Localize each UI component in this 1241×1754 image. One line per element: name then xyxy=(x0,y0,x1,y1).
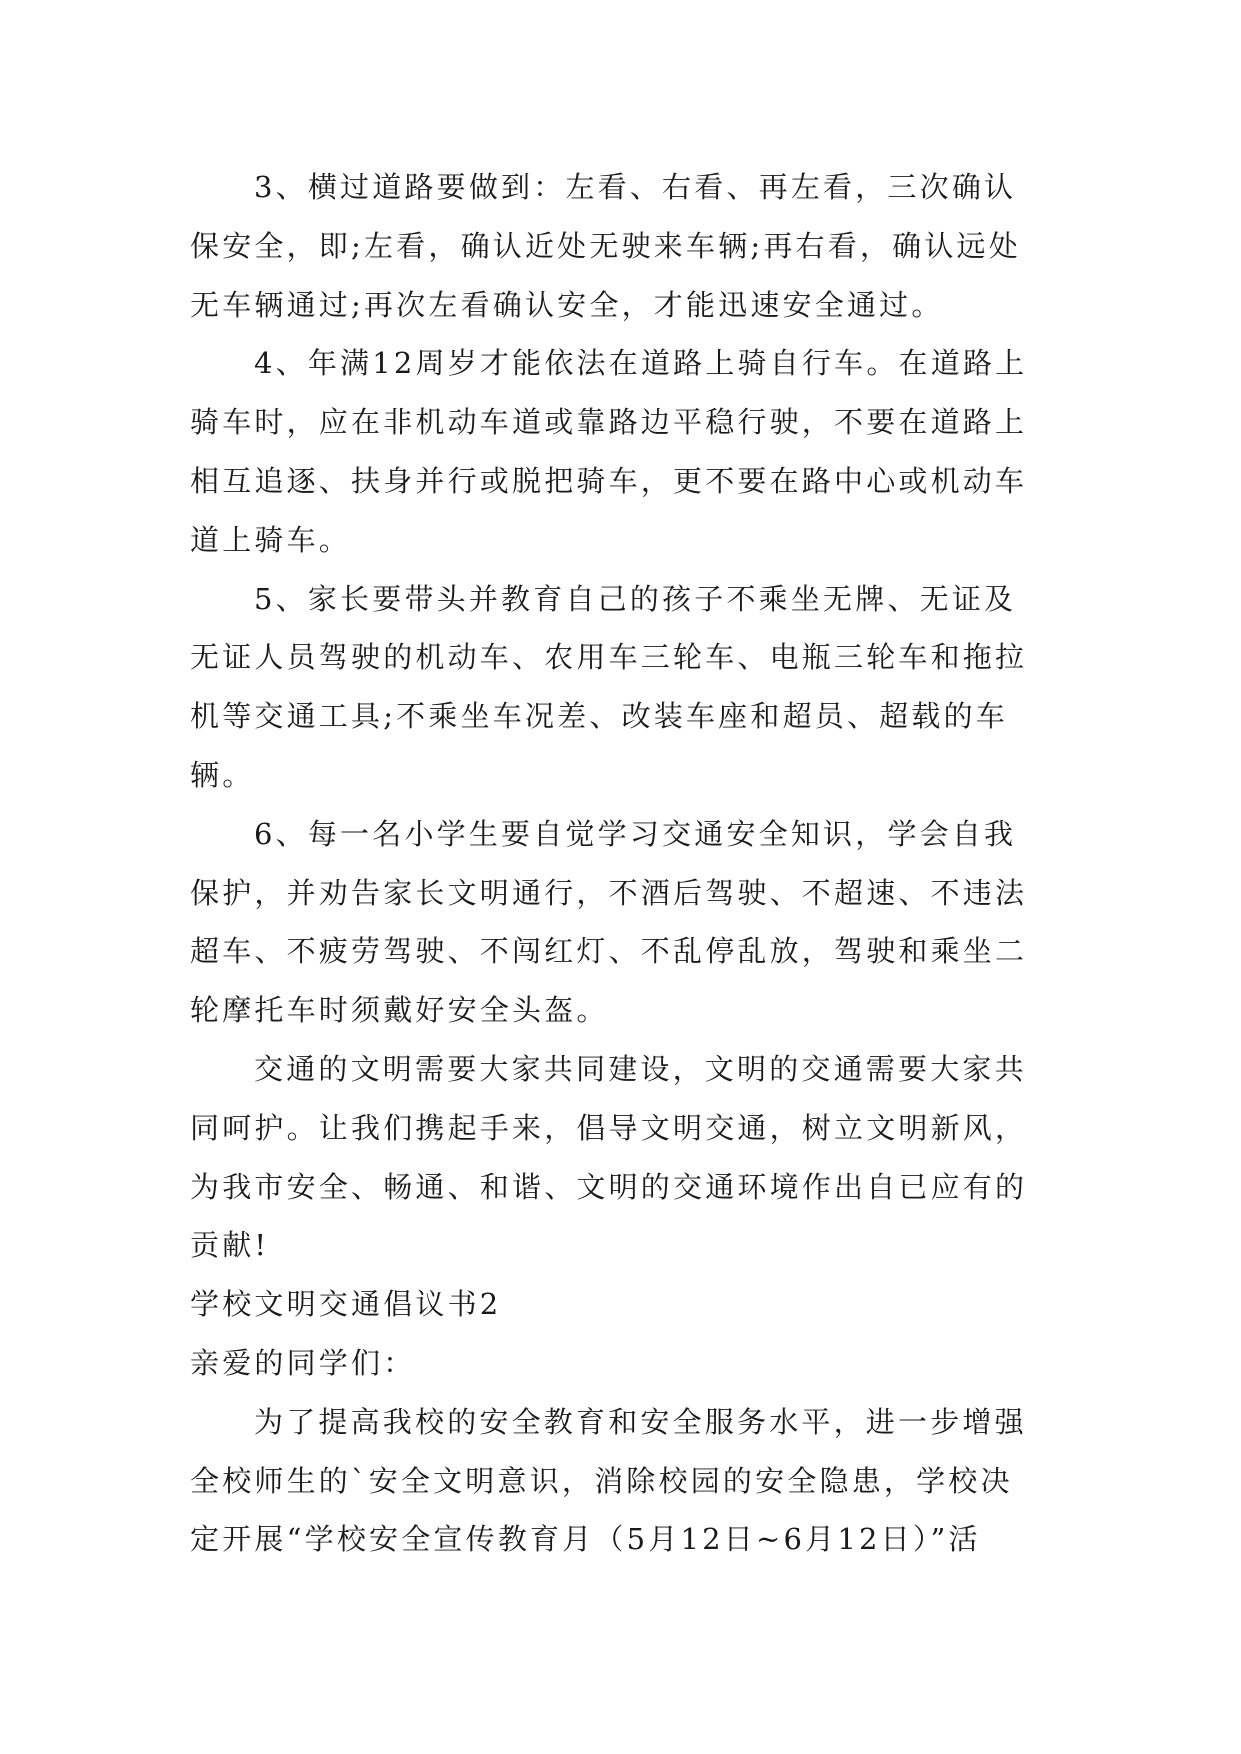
paragraph-3-line-3: 无车辆通过;再次左看确认安全，才能迅速安全通过。 xyxy=(190,287,944,322)
closing-paragraph-line-2: 同呵护。让我们携起手来，倡导文明交通，树立文明新风， xyxy=(190,1110,1028,1145)
intro-paragraph-line-2: 全校师生的`安全文明意识，消除校园的安全隐患，学校决 xyxy=(190,1463,1013,1498)
paragraph-5-line-1: 5、家长要带头并教育自己的孩子不乘坐无牌、无证及 xyxy=(254,581,1017,616)
section-title: 学校文明交通倡议书2 xyxy=(190,1287,502,1322)
paragraph-5-line-4: 辆。 xyxy=(190,757,255,792)
paragraph-3-line-1: 3、横过道路要做到：左看、右看、再左看，三次确认 xyxy=(254,170,1017,204)
paragraph-4-line-3: 相互追逐、扶身并行或脱把骑车，更不要在路中心或机动车 xyxy=(190,463,1028,498)
paragraph-5-line-3: 机等交通工具;不乘坐车况差、改装车座和超员、超载的车 xyxy=(190,699,1008,734)
intro-paragraph-line-3: 定开展“学校安全宣传教育月（5月12日~6月12日）”活 xyxy=(190,1522,981,1557)
paragraph-4-line-1: 4、年满12周岁才能依法在道路上骑自行车。在道路上 xyxy=(254,346,1028,381)
paragraph-6-line-2: 保护，并劝告家长文明通行，不酒后驾驶、不超速、不违法 xyxy=(190,875,1028,910)
paragraph-6-line-4: 轮摩托车时须戴好安全头盔。 xyxy=(190,993,609,1028)
closing-paragraph-line-4: 贡献! xyxy=(190,1228,270,1263)
closing-paragraph-line-1: 交通的文明需要大家共同建设，文明的交通需要大家共 xyxy=(254,1051,1027,1086)
closing-paragraph-line-3: 为我市安全、畅通、和谐、文明的交通环境作出自已应有的 xyxy=(190,1169,1028,1204)
salutation: 亲爱的同学们： xyxy=(190,1345,416,1380)
paragraph-6-line-3: 超车、不疲劳驾驶、不闯红灯、不乱停乱放，驾驶和乘坐二 xyxy=(190,934,1028,969)
paragraph-5-line-2: 无证人员驾驶的机动车、农用车三轮车、电瓶三轮车和拖拉 xyxy=(190,640,1028,675)
paragraph-6-line-1: 6、每一名小学生要自觉学习交通安全知识，学会自我 xyxy=(254,816,1017,851)
paragraph-3-line-2: 保安全，即;左看，确认近处无驶来车辆;再右看，确认远处 xyxy=(190,228,1021,263)
document-body xyxy=(190,158,1060,1569)
paragraph-4-line-2: 骑车时，应在非机动车道或靠路边平稳行驶，不要在道路上 xyxy=(190,405,1028,440)
paragraph-4-line-4: 道上骑车。 xyxy=(190,522,352,557)
intro-paragraph-line-1: 为了提高我校的安全教育和安全服务水平，进一步增强 xyxy=(254,1404,1027,1439)
